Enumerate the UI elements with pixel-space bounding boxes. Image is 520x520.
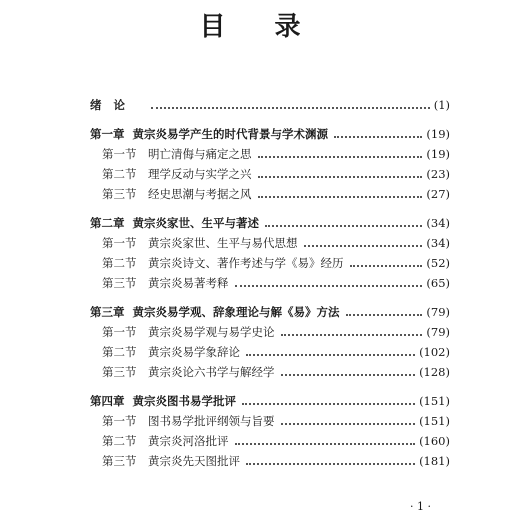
page-number: · 1 · — [410, 500, 431, 513]
page-title: 目 录 — [199, 12, 321, 42]
leader-dots — [281, 374, 416, 376]
toc-entry-number: 第三章 — [90, 305, 125, 319]
toc-entry-title: 黄宗炎易学观、辞象理论与解《易》方法 — [132, 305, 340, 319]
toc-entry-number: 第二节 — [102, 256, 137, 270]
toc-entry-number: 第一章 — [90, 127, 125, 141]
toc-chapter-row — [90, 388, 450, 408]
toc-section-row — [90, 359, 450, 379]
toc-entry-page: (151) — [419, 414, 450, 428]
toc-entry-title: 理学反动与实学之兴 — [148, 167, 252, 181]
toc-entry-number: 第二章 — [90, 216, 125, 230]
leader-dots — [246, 354, 415, 356]
toc-entry-page: (102) — [419, 345, 450, 359]
toc-entry-title: 黄宗炎家世、生平与易代思想 — [148, 236, 298, 250]
toc-entry-page: (23) — [426, 167, 450, 181]
leader-dots — [281, 423, 416, 425]
toc-entry-title: 黄宗炎诗文、著作考述与学《易》经历 — [148, 256, 344, 270]
toc-entry-number: 第二节 — [102, 345, 137, 359]
leader-dots — [304, 245, 423, 247]
toc-entry-title: 黄宗炎先天图批评 — [148, 454, 240, 468]
leader-dots — [265, 225, 422, 227]
toc-entry-number: 绪论 — [90, 98, 137, 112]
toc-entry-title: 黄宗炎易学产生的时代背景与学术渊源 — [132, 127, 328, 141]
toc-entry-number: 第二节 — [102, 167, 137, 181]
toc-entry-page: (1) — [433, 98, 450, 112]
toc-section-row — [90, 230, 450, 250]
toc-entry-page: (34) — [426, 216, 450, 230]
leader-dots — [258, 176, 423, 178]
toc-entry-title: 图书易学批评纲领与旨要 — [148, 414, 275, 428]
toc-entry-page: (19) — [426, 147, 450, 161]
toc-entry-page: (19) — [426, 127, 450, 141]
toc-section-row — [90, 141, 450, 161]
toc-entry-number: 第三节 — [102, 365, 137, 379]
toc-entry-number: 第一节 — [102, 325, 137, 339]
toc-entry-number: 第一节 — [102, 414, 137, 428]
toc-entry-title: 明亡清侮与痛定之思 — [148, 147, 252, 161]
toc-section-row — [90, 250, 450, 270]
leader-dots — [334, 136, 422, 138]
leader-dots — [258, 196, 423, 198]
toc-entry-number: 第二节 — [102, 434, 137, 448]
toc-entry-page: (52) — [426, 256, 450, 270]
toc-entry-number: 第三节 — [102, 276, 137, 290]
toc-section-row — [90, 428, 450, 448]
toc-section-row — [90, 161, 450, 181]
toc-entry-title: 黄宗炎图书易学批评 — [132, 394, 236, 408]
toc-section-row — [90, 448, 450, 468]
toc-chapter-row — [90, 299, 450, 319]
toc-entry-title: 黄宗炎易学象辞论 — [148, 345, 240, 359]
toc-entry-title: 黄宗炎易著考释 — [148, 276, 229, 290]
toc-entry-number: 第三节 — [102, 187, 137, 201]
toc-entry-number: 第四章 — [90, 394, 125, 408]
toc-entry-page: (128) — [419, 365, 450, 379]
leader-dots — [281, 334, 423, 336]
leader-dots — [242, 403, 415, 405]
leader-dots — [235, 443, 416, 445]
toc-entry-page: (65) — [426, 276, 450, 290]
leader-dots — [151, 107, 430, 109]
toc-entry-page: (151) — [419, 394, 450, 408]
table-of-contents — [90, 92, 450, 468]
toc-entry-title: 黄宗炎家世、生平与著述 — [132, 216, 259, 230]
toc-entry-title: 黄宗炎论六书学与解经学 — [148, 365, 275, 379]
leader-dots — [350, 265, 423, 267]
toc-section-row — [90, 319, 450, 339]
toc-chapter-row — [90, 121, 450, 141]
toc-chapter-row — [90, 210, 450, 230]
toc-entry-page: (79) — [426, 305, 450, 319]
toc-entry-page: (34) — [426, 236, 450, 250]
toc-entry-title: 黄宗炎易学观与易学史论 — [148, 325, 275, 339]
toc-entry-page: (160) — [419, 434, 450, 448]
leader-dots — [246, 463, 415, 465]
toc-entry-title: 黄宗炎河洛批评 — [148, 434, 229, 448]
toc-entry-title: 经史思潮与考据之风 — [148, 187, 252, 201]
toc-entry-page: (79) — [426, 325, 450, 339]
toc-entry-page: (27) — [426, 187, 450, 201]
toc-section-row — [90, 270, 450, 290]
toc-entry-number: 第三节 — [102, 454, 137, 468]
toc-section-row — [90, 408, 450, 428]
leader-dots — [235, 285, 423, 287]
toc-entry-number: 第一节 — [102, 236, 137, 250]
toc-section-row — [90, 181, 450, 201]
toc-chapter-row — [90, 92, 450, 112]
leader-dots — [346, 314, 423, 316]
toc-entry-page: (181) — [419, 454, 450, 468]
toc-section-row — [90, 339, 450, 359]
leader-dots — [258, 156, 423, 158]
toc-entry-number: 第一节 — [102, 147, 137, 161]
